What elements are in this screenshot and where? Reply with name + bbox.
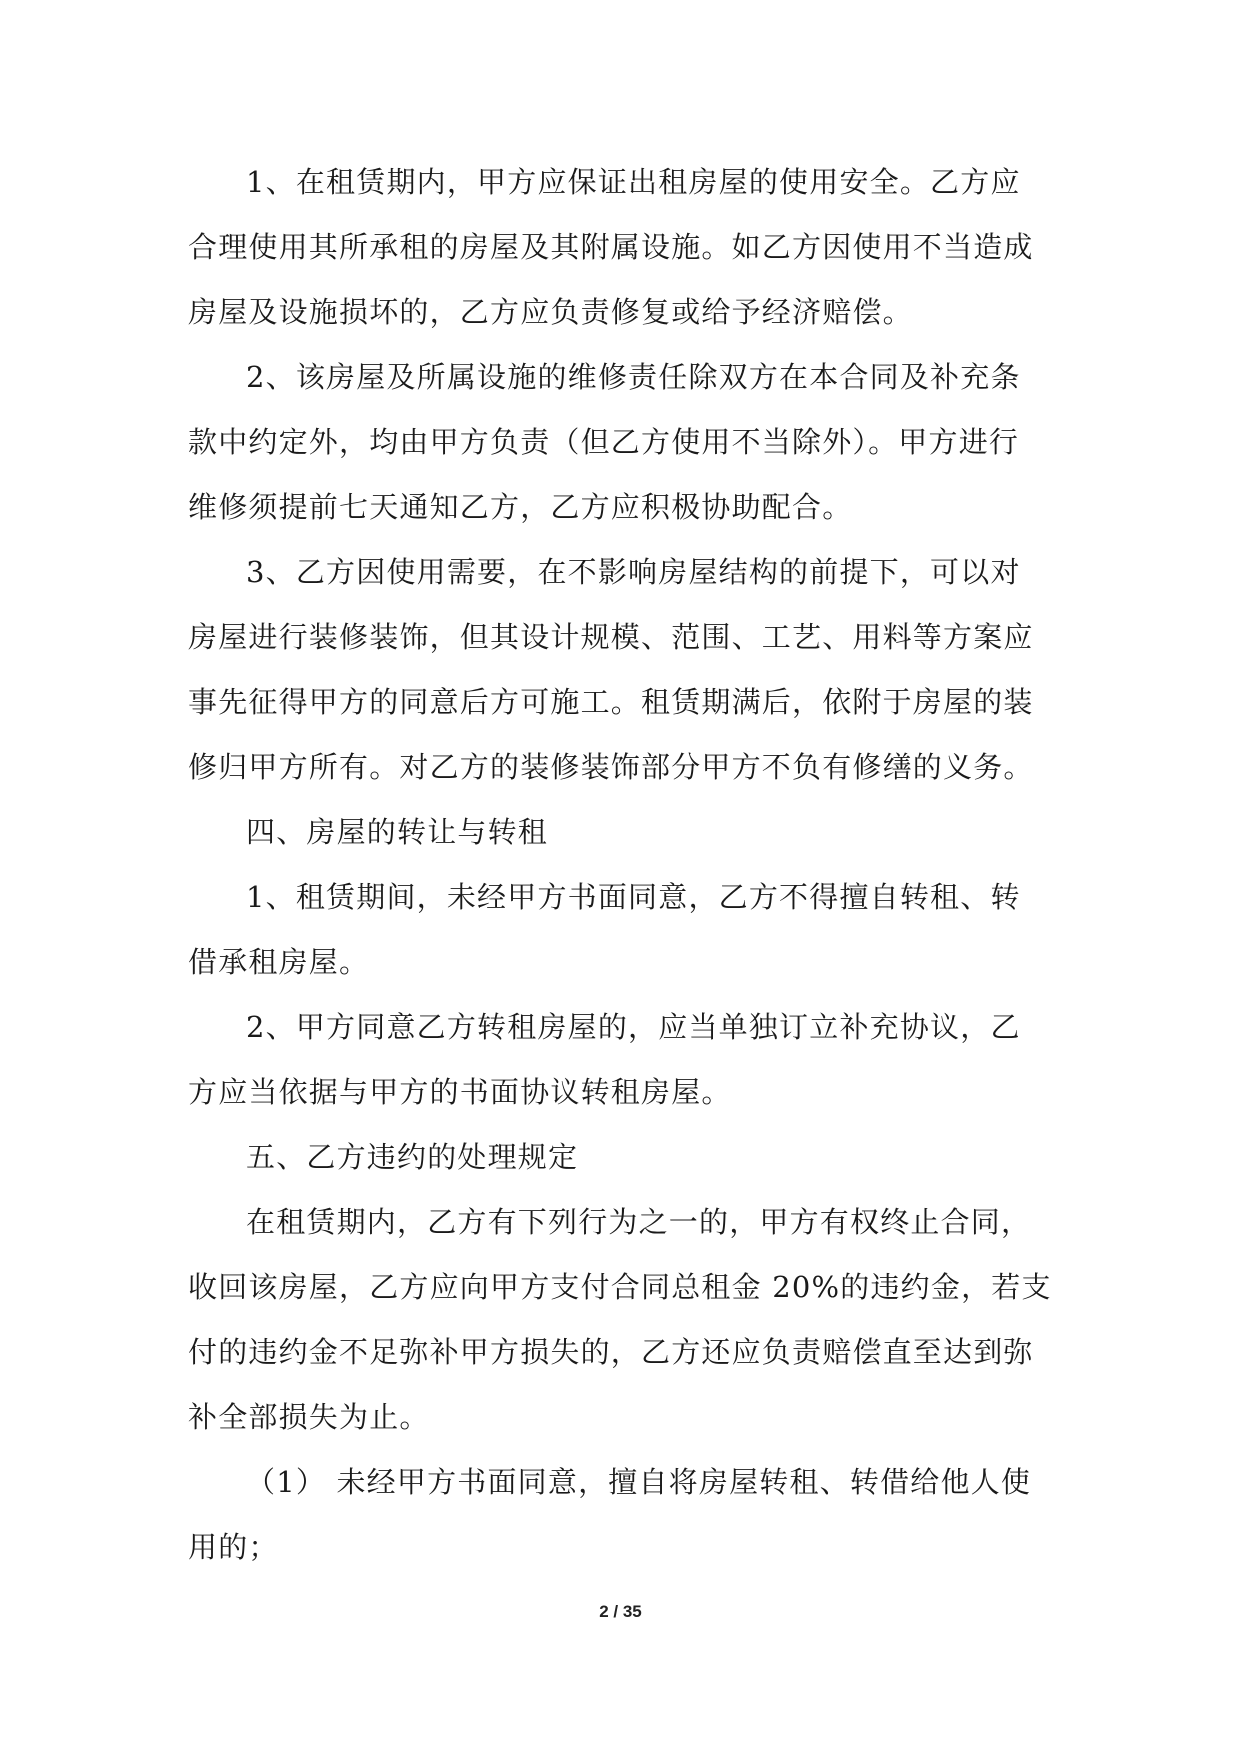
text-line: 五、乙方违约的处理规定 [246, 1140, 579, 1174]
text-line: 3、乙方因使用需要，在不影响房屋结构的前提下，可以对 [246, 555, 1021, 589]
text-line: 1、租赁期间，未经甲方书面同意，乙方不得擅自转租、转 [246, 880, 1021, 914]
text-line: （1） 未经甲方书面同意，擅自将房屋转租、转借给他人使 [246, 1465, 1032, 1499]
clause-paragraph [188, 345, 1058, 540]
text-line: 房屋进行装修装饰，但其设计规模、范围、工艺、用料等方案应 [188, 620, 1034, 654]
section-heading [188, 800, 1058, 865]
text-line: 四、房屋的转让与转租 [246, 815, 549, 849]
text-line: 维修须提前七天通知乙方，乙方应积极协助配合。 [188, 490, 853, 524]
text-line: 用的； [188, 1530, 279, 1564]
text-line: 借承租房屋。 [188, 945, 370, 979]
page-number: 2 / 35 [599, 1602, 642, 1621]
text-line: 事先征得甲方的同意后方可施工。租赁期满后，依附于房屋的装 [188, 685, 1034, 719]
text-line: 在租赁期内，乙方有下列行为之一的，甲方有权终止合同， [246, 1205, 1032, 1239]
text-line: 款中约定外，均由甲方负责（但乙方使用不当除外）。甲方进行 [188, 425, 1020, 459]
text-line: 补全部损失为止。 [188, 1400, 430, 1434]
document-body [188, 150, 1058, 1580]
clause-paragraph [188, 995, 1058, 1125]
text-line: 付的违约金不足弥补甲方损失的，乙方还应负责赔偿直至达到弥 [188, 1335, 1034, 1369]
text-line: 合理使用其所承租的房屋及其附属设施。如乙方因使用不当造成 [188, 230, 1034, 264]
text-line: 2、甲方同意乙方转租房屋的，应当单独订立补充协议，乙 [246, 1010, 1021, 1044]
clause-paragraph [188, 1190, 1058, 1450]
clause-paragraph [188, 150, 1058, 345]
text-line: 方应当依据与甲方的书面协议转租房屋。 [188, 1075, 732, 1109]
text-line: 收回该房屋，乙方应向甲方支付合同总租金 20%的违约金，若支 [188, 1270, 1052, 1304]
text-line: 1、在租赁期内，甲方应保证出租房屋的使用安全。乙方应 [246, 165, 1021, 199]
section-heading [188, 1125, 1058, 1190]
text-line: 房屋及设施损坏的，乙方应负责修复或给予经济赔偿。 [188, 295, 913, 329]
clause-paragraph [188, 865, 1058, 995]
clause-paragraph [188, 1450, 1058, 1580]
text-line: 修归甲方所有。对乙方的装修装饰部分甲方不负有修缮的义务。 [188, 750, 1034, 784]
clause-paragraph [188, 540, 1058, 800]
text-line: 2、该房屋及所属设施的维修责任除双方在本合同及补充条 [246, 360, 1021, 394]
